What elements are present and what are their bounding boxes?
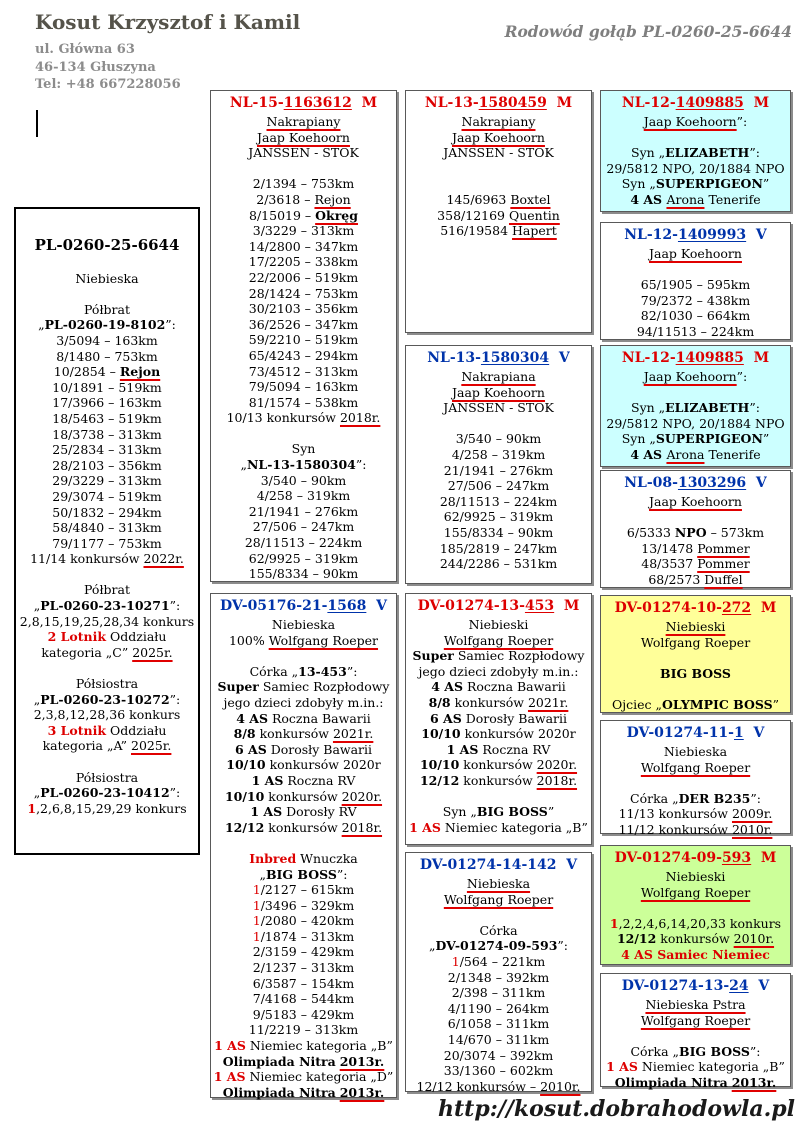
text-line: 1/1874 – 313km	[252, 928, 355, 944]
box-lines	[406, 617, 591, 835]
text-line	[601, 385, 790, 401]
text-line: Syn „SUPERPIGEON”	[621, 176, 770, 192]
text-line: 82/1030 – 664km	[640, 308, 751, 324]
text-line: BIG BOSS	[660, 665, 731, 681]
text-line: 33/1360 – 602km	[443, 1063, 554, 1079]
text-line	[16, 286, 198, 302]
text-line	[406, 161, 591, 177]
pedigree-box-nl-13-1580459-m	[405, 90, 592, 333]
text-line: 13/1478 Pommer	[641, 540, 750, 556]
owner-phone: Tel: +48 667228056	[35, 77, 181, 92]
main-box-lines	[16, 255, 198, 816]
text-line: 22/2006 – 519km	[248, 269, 359, 285]
box-lines	[601, 114, 790, 208]
text-line: 3/540 – 90km	[260, 472, 347, 488]
text-line: 58/4840 – 313km	[52, 520, 162, 536]
text-line: 6 AS Dorosły Bawarii	[429, 710, 568, 726]
text-line: 73/4512 – 313km	[248, 363, 359, 379]
text-line: 2 Lotnik Oddziału	[47, 629, 167, 645]
text-line: Wolfgang Roeper	[640, 759, 751, 775]
ring-number-header: DV-01274-14-142 V	[419, 857, 578, 873]
text-line: 29/3074 – 519km	[52, 488, 162, 504]
text-line: Córka „BIG BOSS”:	[630, 1043, 761, 1059]
text-line: 21/1941 – 276km	[248, 503, 359, 519]
text-line: 6/1058 – 311km	[447, 1016, 550, 1032]
text-line: 358/12169 Quentin	[437, 207, 560, 223]
text-line: 11/2219 – 313km	[248, 1022, 359, 1038]
text-line: 4 AS Roczna Bawarii	[431, 679, 566, 695]
text-line: 2/1348 – 392km	[447, 969, 550, 985]
text-line: 94/11513 – 224km	[636, 323, 755, 339]
text-line: 3/5094 – 163km	[56, 332, 158, 348]
text-line: Wolfgang Roeper	[443, 632, 554, 648]
text-line: Półsiostra	[75, 769, 139, 785]
text-line: Córka	[479, 922, 518, 938]
text-line: 4 AS Samiec Niemiec	[621, 946, 770, 962]
text-line: Córka „DER B235”:	[630, 790, 761, 806]
text-line: 1 AS Niemiec kategoria „B”	[606, 1059, 785, 1075]
text-line: Jaap Koehoorn”:	[643, 369, 748, 384]
text-line: „PL-0260-19-8102”:	[38, 317, 176, 333]
text-line: Wolfgang Roeper	[640, 884, 751, 900]
ring-number-header: NL-12-1409993 V	[624, 227, 767, 243]
text-line: 20/3074 – 392km	[443, 1047, 554, 1063]
text-line: „NL-13-1580304”:	[240, 457, 367, 473]
text-line: Jaap Koehoorn	[257, 129, 350, 145]
ring-number-header: DV-01274-10-272 M	[614, 600, 777, 616]
text-line: 12/12 konkursów – 2010r.	[416, 1078, 581, 1094]
box-lines	[601, 246, 790, 340]
owner-header	[35, 10, 300, 94]
text-line: 79/1177 – 753km	[52, 535, 162, 551]
text-line: 3/540 – 90km	[455, 431, 542, 447]
text-line: „PL-0260-23-10412”:	[33, 785, 181, 801]
ring-number-header: NL-12-1409885 M	[621, 350, 770, 366]
pedigree-box-dv-01274-13-24-v	[600, 973, 791, 1090]
text-line: 3 Lotnik Oddziału	[47, 722, 167, 738]
box-lines	[601, 744, 790, 838]
text-line	[406, 416, 591, 432]
box-lines	[211, 114, 396, 582]
text-line: 10/1891 – 519km	[52, 379, 162, 395]
text-line: jego dzieci zdobyły m.in.:	[223, 694, 384, 710]
text-line: Nakrapiany	[461, 114, 536, 129]
text-line	[211, 835, 396, 851]
text-line: 516/19584 Hapert	[440, 223, 557, 239]
text-line: Półbrat	[84, 301, 130, 317]
box-lines	[211, 617, 396, 1100]
text-line: 1,2,6,8,15,29,29 konkurs	[27, 800, 187, 816]
text-line: 28/11513 – 224km	[439, 493, 558, 509]
box-lines	[601, 369, 790, 463]
text-line: 145/6963 Boxtel	[446, 191, 551, 207]
text-line: 10/2854 – Rejon	[53, 364, 161, 380]
text-line: 36/2526 – 347km	[248, 316, 359, 332]
ring-number-header: DV-01274-11-1 V	[626, 725, 765, 741]
text-line: 11/12 konkursów 2010r.	[618, 821, 773, 837]
pedigree-box-dv-05176-21-1568-v	[210, 593, 397, 1098]
text-line: 10/10 konkursów 2020r.	[419, 757, 578, 773]
text-line: 9/5183 – 429km	[252, 1006, 355, 1022]
text-line: 27/506 – 247km	[252, 519, 355, 535]
text-line: 1/3496 – 329km	[252, 897, 355, 913]
box-lines	[406, 369, 591, 572]
text-line: Inbred Wnuczka	[249, 850, 358, 866]
text-line: Córka „13-453”:	[249, 663, 358, 679]
text-line: Wolfgang Roeper	[640, 1012, 751, 1028]
text-line: 28/1424 – 753km	[248, 285, 359, 301]
text-line: 6 AS Dorosły Bawarii	[234, 741, 373, 757]
text-line: 17/2205 – 338km	[248, 254, 359, 270]
text-line: 18/5463 – 519km	[52, 410, 162, 426]
text-line: 50/1832 – 294km	[52, 504, 162, 520]
text-line	[16, 255, 198, 271]
box-lines	[601, 869, 790, 963]
text-line: 1 AS Roczna RV	[446, 741, 551, 757]
text-line: 1 AS Dorosły RV	[250, 804, 357, 820]
text-line: Półsiostra	[75, 676, 139, 692]
text-line: Niebieska	[466, 876, 531, 891]
text-line: Olimpiada Nitra 2013r.	[614, 1074, 777, 1090]
text-line: Niebieski	[468, 617, 529, 632]
text-line: 29/3229 – 313km	[52, 473, 162, 489]
text-line: 4/258 – 319km	[451, 446, 546, 462]
ring-number-header: NL-15-1163612 M	[229, 95, 378, 111]
text-line: Syn „ELIZABETH”:	[631, 145, 760, 161]
text-line	[16, 660, 198, 676]
text-line	[601, 900, 790, 916]
ring-number-header: DV-05176-21-1568 V	[220, 598, 387, 614]
text-line: Niebieska	[663, 744, 728, 759]
pedigree-box-dv-01274-10-272-m	[600, 595, 791, 713]
text-line: 4/1190 – 264km	[447, 1000, 550, 1016]
text-line: 1/564 – 221km	[451, 953, 546, 969]
text-line	[601, 650, 790, 666]
text-line: 1,2,2,4,6,14,20,33 konkurs	[609, 915, 782, 931]
pedigree-box-nl-12-1409885-m-2	[600, 345, 791, 467]
owner-name: Kosut Krzysztof i Kamil	[35, 10, 301, 34]
text-line	[601, 681, 790, 697]
text-line: 244/2286 – 531km	[439, 556, 558, 572]
text-line: 1 AS Niemiec kategoria „D”	[213, 1069, 394, 1085]
text-line: 8/8 konkursów 2021r.	[233, 726, 374, 742]
text-line	[16, 754, 198, 770]
text-line: 10/10 konkursów 2020r	[421, 726, 576, 742]
text-line: Niebieska Pstra	[645, 997, 746, 1012]
box-lines	[406, 114, 591, 239]
text-line: Półbrat	[84, 582, 130, 598]
pedigree-box-dv-01274-13-453-m	[405, 593, 592, 845]
text-line	[211, 648, 396, 664]
text-line	[601, 775, 790, 791]
text-line: 29/5812 NPO, 20/1884 NPO	[606, 160, 785, 176]
text-line	[601, 130, 790, 146]
text-line: Ojciec „OLYMPIC BOSS”	[611, 696, 780, 712]
box-lines	[601, 494, 790, 588]
text-line: 12/12 konkursów 2018r.	[419, 772, 578, 788]
text-line: 155/8334 – 90km	[248, 566, 359, 582]
main-bird-box	[14, 207, 200, 855]
text-line: JANSSEN - STOK	[248, 145, 359, 161]
text-line: Syn „BIG BOSS”	[442, 804, 555, 820]
text-line: 2/1394 – 753km	[252, 176, 355, 192]
text-line	[406, 176, 591, 192]
text-line: Niebieska	[75, 270, 139, 286]
text-line: 79/5094 – 163km	[248, 379, 359, 395]
text-line: 8/15019 – Okręg	[249, 207, 358, 223]
text-line: 17/3966 – 163km	[52, 395, 162, 411]
pedigree-box-nl-13-1580304-v	[405, 345, 592, 584]
text-line: 10/10 konkursów 2020r	[226, 757, 381, 773]
text-line: Super Samiec Rozpłodowy	[217, 679, 390, 695]
text-line	[406, 789, 591, 805]
pedigree-box-nl-08-1303296-v	[600, 470, 791, 588]
text-line: 18/3738 – 313km	[52, 426, 162, 442]
ring-number-header: DV-01274-09-593 M	[614, 850, 777, 866]
text-line: Jaap Koehoorn	[649, 494, 742, 509]
text-line: 7/4168 – 544km	[252, 991, 355, 1007]
text-line: 62/9925 – 319km	[248, 550, 359, 566]
text-line: 2/1237 – 313km	[252, 960, 355, 976]
ring-number-header: NL-13-1580304 V	[427, 350, 570, 366]
main-ring-number: PL-0260-25-6644	[34, 236, 180, 254]
text-line: Syn „ELIZABETH”:	[631, 400, 760, 416]
text-line: 1 AS Niemiec kategoria „B”	[409, 819, 588, 835]
text-line: Olimpiada Nitra 2013r.	[222, 1084, 385, 1100]
text-line: 2,3,8,12,28,36 konkurs	[33, 707, 181, 723]
text-line: 1/2127 – 615km	[252, 882, 355, 898]
text-line: JANSSEN - STOK	[443, 400, 554, 416]
text-line: 10/10 konkursów 2020r.	[224, 788, 383, 804]
text-line: 25/2834 – 313km	[52, 442, 162, 458]
text-line: 8/1480 – 753km	[56, 348, 158, 364]
text-line: 155/8334 – 90km	[443, 524, 554, 540]
text-line: 2/3159 – 429km	[252, 944, 355, 960]
text-line: 4 AS Roczna Bawarii	[236, 710, 371, 726]
text-line: Nakrapiany	[266, 114, 341, 129]
document-title: Rodowód gołąb PL-0260-25-6644	[504, 22, 792, 41]
text-line: 48/3537 Pommer	[641, 556, 750, 572]
text-line	[16, 567, 198, 583]
text-line: Niebieski	[665, 619, 726, 634]
text-line: 79/2372 – 438km	[640, 292, 751, 308]
text-line: Jaap Koehoorn”:	[643, 114, 748, 129]
text-line: „PL-0260-23-10272”:	[33, 691, 181, 707]
pedigree-box-nl-12-1409993-v	[600, 222, 791, 340]
text-line	[601, 1028, 790, 1044]
text-line: 2/398 – 311km	[451, 985, 546, 1001]
text-line: 81/1574 – 538km	[248, 394, 359, 410]
text-line: 2/3618 – Rejon	[256, 191, 351, 207]
text-line: 65/1905 – 595km	[640, 277, 751, 293]
ring-number-header: NL-12-1409885 M	[621, 95, 770, 111]
text-line: 1/2080 – 420km	[252, 913, 355, 929]
box-lines	[601, 997, 790, 1091]
text-line: 1 AS Niemiec kategoria „B”	[214, 1038, 393, 1054]
text-line: 11/14 konkursów 2022r.	[30, 551, 184, 567]
text-line: „BIG BOSS”:	[259, 866, 348, 882]
pedigree-box-dv-01274-09-593-m	[600, 845, 791, 965]
box-lines	[406, 876, 591, 1094]
text-line: Syn „SUPERPIGEON”	[621, 431, 770, 447]
text-line: 1 AS Roczna RV	[251, 772, 356, 788]
text-line: Nakrapiana	[461, 369, 536, 384]
text-line: 68/2573 Duffel	[648, 571, 743, 587]
text-line: kategoria „A” 2025r.	[42, 738, 172, 754]
text-line: Jaap Koehoorn	[452, 384, 545, 400]
text-cursor	[36, 110, 38, 137]
text-line	[211, 161, 396, 177]
text-line: JANSSEN - STOK	[443, 145, 554, 161]
text-line: kategoria „C” 2025r.	[41, 644, 173, 660]
text-line: Wolfgang Roeper	[640, 634, 751, 650]
text-line: 29/5812 NPO, 20/1884 NPO	[606, 415, 785, 431]
text-line: 4 AS Arona Tenerife	[630, 191, 761, 207]
text-line: 62/9925 – 319km	[443, 509, 554, 525]
text-line: Syn	[291, 441, 316, 457]
text-line: „DV-01274-09-593”:	[428, 938, 569, 954]
text-line: jego dzieci zdobyły m.in.:	[418, 663, 579, 679]
ring-number-header: NL-08-1303296 V	[624, 475, 767, 491]
text-line: 27/506 – 247km	[447, 478, 550, 494]
text-line: 4 AS Arona Tenerife	[630, 446, 761, 462]
ring-number-header: DV-01274-13-453 M	[417, 598, 580, 614]
owner-address-line1: ul. Główna 63	[35, 42, 135, 57]
text-line	[601, 262, 790, 278]
text-line: 28/2103 – 356km	[52, 457, 162, 473]
text-line: Niebieska	[271, 617, 336, 632]
text-line: 4/258 – 319km	[256, 488, 351, 504]
website-url: http://kosut.dobrahodowla.pl	[438, 1096, 795, 1122]
text-line: 10/13 konkursów 2018r.	[226, 410, 381, 426]
pedigree-box-nl-15-1163612-m	[210, 90, 397, 582]
text-line: 21/1941 – 276km	[443, 462, 554, 478]
text-line: 59/2210 – 519km	[248, 332, 359, 348]
text-line: Niebieski	[665, 869, 726, 884]
text-line: 185/2819 – 247km	[439, 540, 558, 556]
pedigree-box-dv-01274-14-142-v	[405, 852, 592, 1092]
pedigree-box-dv-01274-11-1-v	[600, 720, 791, 837]
text-line: Olimpiada Nitra 2013r.	[222, 1053, 385, 1069]
ring-number-header: NL-13-1580459 M	[424, 95, 573, 111]
text-line: 12/12 konkursów 2010r.	[616, 931, 775, 947]
text-line: 65/4243 – 294km	[248, 347, 359, 363]
ring-number-header: DV-01274-13-24 V	[621, 978, 770, 994]
text-line	[211, 426, 396, 442]
text-line	[406, 907, 591, 923]
pedigree-box-nl-12-1409885-m	[600, 90, 791, 212]
text-line: 2,8,15,19,25,28,34 konkurs	[19, 613, 195, 629]
text-line: „PL-0260-23-10271”:	[33, 598, 181, 614]
text-line: 100% Wolfgang Roeper	[228, 632, 379, 648]
text-line: 11/13 konkursów 2009r.	[618, 806, 773, 822]
text-line: 14/670 – 311km	[447, 1031, 550, 1047]
text-line	[601, 510, 790, 526]
text-line: 8/8 konkursów 2021r.	[428, 694, 569, 710]
text-line: Jaap Koehoorn	[452, 129, 545, 145]
text-line: 6/5333 NPO – 573km	[626, 525, 765, 541]
text-line: 6/3587 – 154km	[252, 975, 355, 991]
text-line: Wolfgang Roeper	[443, 891, 554, 907]
text-line: 28/11513 – 224km	[244, 535, 363, 551]
text-line: 30/2103 – 356km	[248, 301, 359, 317]
box-lines	[601, 619, 790, 713]
text-line: Jaap Koehoorn	[649, 246, 742, 261]
owner-address-line2: 46-134 Głuszyna	[35, 59, 156, 75]
text-line: 14/2800 – 347km	[248, 238, 359, 254]
text-line: 3/3229 – 313km	[252, 223, 355, 239]
text-line: 12/12 konkursów 2018r.	[224, 819, 383, 835]
text-line: Super Samiec Rozpłodowy	[412, 648, 585, 664]
